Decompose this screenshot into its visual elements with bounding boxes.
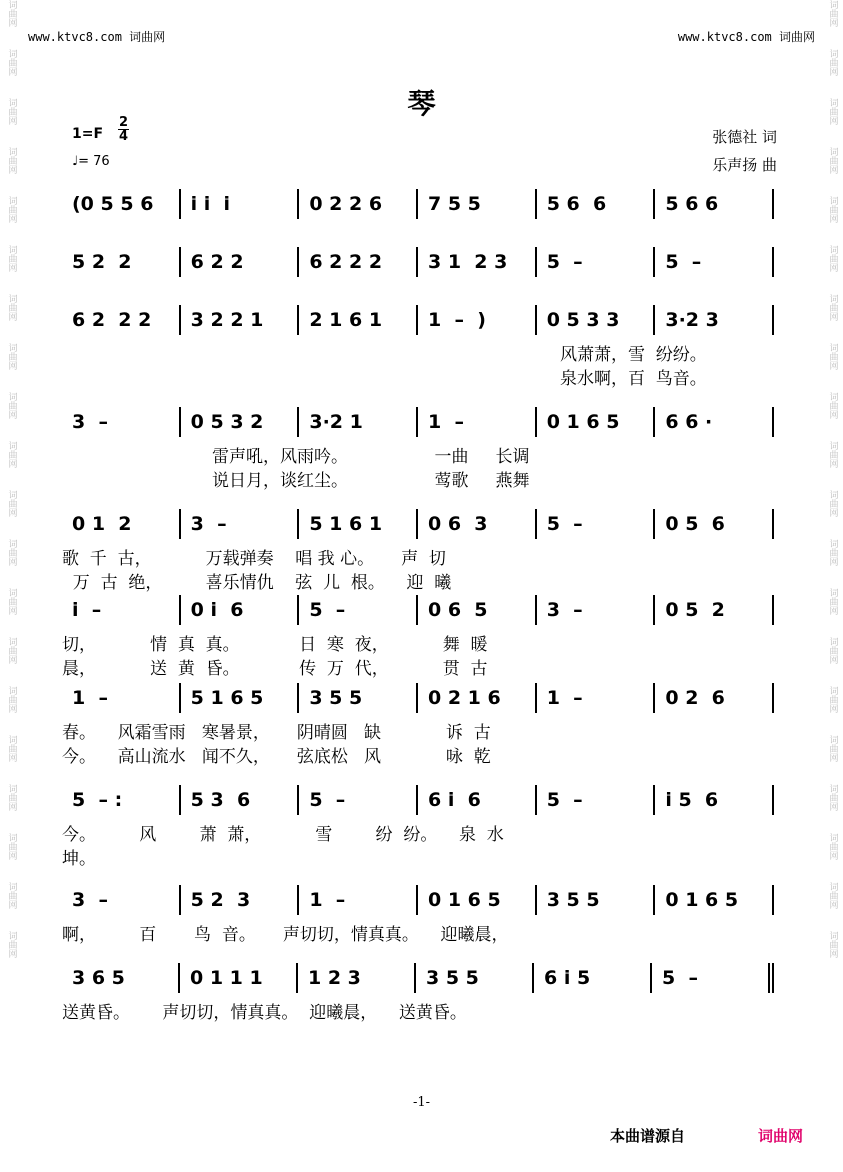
watermark-text: 词曲网 — [827, 686, 838, 713]
time-signature-top: 2 — [118, 115, 129, 130]
right-watermark-strip — [823, 0, 841, 1172]
measure: 5 2 2 — [72, 251, 132, 273]
score-row — [62, 406, 774, 438]
notes-line — [62, 304, 774, 336]
lyric-line: 今。 高山流水 闻不久， 弦底松 风 咏 乾 — [62, 747, 491, 767]
lyric-line: 切， 情 真 真。 日 寒 夜， 舞 暖 — [62, 635, 488, 655]
watermark-text: 词曲网 — [827, 392, 838, 419]
measure: 5 6 6 — [653, 189, 774, 219]
lyric-line: 坤。 — [62, 849, 96, 869]
measure: 1 – ) — [416, 305, 535, 335]
measure: 1 – — [297, 885, 416, 915]
watermark-text: 词曲网 — [6, 49, 17, 76]
tempo-marking — [72, 154, 110, 169]
measure: 5 3 6 — [179, 785, 298, 815]
measure: (0 5 5 6 — [72, 193, 154, 215]
lyric-line: 万 古 绝， 喜乐情仇 弦 儿 根。 迎 曦 — [62, 573, 452, 593]
watermark-text: 词曲网 — [827, 882, 838, 909]
measure: 0 1 2 — [72, 513, 132, 535]
measure: 1 2 3 — [296, 963, 414, 993]
watermark-text: 词曲网 — [6, 784, 17, 811]
measure: 0 5 3 2 — [179, 407, 298, 437]
measure: 6 i 6 — [416, 785, 535, 815]
footer-brand-link[interactable]: 词曲网 — [758, 1127, 804, 1145]
measure: 5 1 6 5 — [179, 683, 298, 713]
watermark-text: 词曲网 — [827, 490, 838, 517]
time-signature-bottom: 4 — [118, 129, 129, 144]
lyric-line: 啊， 百 鸟 音。 声切切，情真真。 迎曦晨， — [62, 925, 509, 945]
measure: 3 – — [179, 509, 298, 539]
score-row — [62, 962, 774, 994]
watermark-text: 词曲网 — [6, 245, 17, 272]
measure: 0 5 3 3 — [535, 305, 654, 335]
measure: 5 – — [535, 509, 654, 539]
measure: 5 2 3 — [179, 885, 298, 915]
watermark-text: 词曲网 — [827, 539, 838, 566]
measure: 0 1 6 5 — [535, 407, 654, 437]
measure: 3 – — [72, 889, 108, 911]
score-row — [62, 304, 774, 336]
score-row — [62, 508, 774, 540]
lyric-line: 泉水啊，百 鸟音。 — [560, 369, 707, 389]
measure: 0 5 6 — [653, 509, 774, 539]
lyric-line: 送黄昏。 声切切，情真真。 迎曦晨， 送黄昏。 — [62, 1003, 467, 1023]
measure: 1 – — [535, 683, 654, 713]
notes-line — [62, 594, 774, 626]
watermark-text: 词曲网 — [827, 637, 838, 664]
measure: i i i — [179, 189, 298, 219]
measure: 0 1 6 5 — [653, 885, 774, 915]
measure: 3·2 3 — [653, 305, 774, 335]
measure: 3·2 1 — [297, 407, 416, 437]
measure: 5 1 6 1 — [297, 509, 416, 539]
watermark-text: 词曲网 — [6, 735, 17, 762]
measure: i – — [72, 599, 102, 621]
notes-line — [62, 508, 774, 540]
measure: 5 – — [650, 963, 774, 993]
watermark-text: 词曲网 — [6, 931, 17, 958]
site-link-right[interactable]: www.ktvc8.com 词曲网 — [677, 30, 815, 44]
tempo-value: = 76 — [78, 154, 110, 169]
score-row — [62, 682, 774, 714]
measure: 5 – — [297, 595, 416, 625]
time-signature — [118, 116, 129, 143]
score-row — [62, 784, 774, 816]
notes-line — [62, 884, 774, 916]
measure: 6 i 5 — [532, 963, 650, 993]
key-signature: 1=F — [72, 126, 104, 142]
measure: 5 – — [535, 785, 654, 815]
watermark-text: 词曲网 — [6, 539, 17, 566]
score-row — [62, 594, 774, 626]
measure: 0 2 1 6 — [416, 683, 535, 713]
measure: 3 6 5 — [72, 967, 125, 989]
lyric-line: 今。 风 萧 萧， 雪 纷 纷。 泉 水 — [62, 825, 504, 845]
watermark-text: 词曲网 — [6, 343, 17, 370]
lyric-line: 说日月，谈红尘。 莺歌 燕舞 — [212, 471, 530, 491]
watermark-text: 词曲网 — [827, 735, 838, 762]
lyric-line: 春。 风霜雪雨 寒暑景， 阴晴圆 缺 诉 古 — [62, 723, 491, 743]
watermark-text: 词曲网 — [6, 147, 17, 174]
measure: 1 – — [416, 407, 535, 437]
measure: 0 6 3 — [416, 509, 535, 539]
watermark-text: 词曲网 — [6, 441, 17, 468]
measure: 0 2 6 — [653, 683, 774, 713]
watermark-text: 词曲网 — [827, 833, 838, 860]
page-number: -1- — [412, 1095, 431, 1110]
measure: 0 2 2 6 — [297, 189, 416, 219]
notes-line — [62, 784, 774, 816]
watermark-text: 词曲网 — [827, 245, 838, 272]
watermark-text: 词曲网 — [827, 588, 838, 615]
measure: 5 – — [653, 247, 774, 277]
measure: 0 5 2 — [653, 595, 774, 625]
watermark-text: 词曲网 — [827, 0, 838, 27]
measure: 2 1 6 1 — [297, 305, 416, 335]
measure: 3 2 2 1 — [179, 305, 298, 335]
measure: 5 – — [535, 247, 654, 277]
watermark-text: 词曲网 — [6, 490, 17, 517]
notes-line — [62, 188, 774, 220]
measure: 5 – — [297, 785, 416, 815]
watermark-text: 词曲网 — [6, 637, 17, 664]
measure: 3 – — [535, 595, 654, 625]
measure: 5 – : — [72, 789, 123, 811]
measure: 5 6 6 — [535, 189, 654, 219]
watermark-text: 词曲网 — [827, 931, 838, 958]
score-row — [62, 246, 774, 278]
watermark-text: 词曲网 — [6, 588, 17, 615]
site-link-left[interactable]: www.ktvc8.com 词曲网 — [28, 30, 166, 44]
quarter-note-icon: ♩ — [72, 154, 79, 169]
lyricist-credit: 张德社 词 — [712, 128, 777, 146]
measure: 6 2 2 — [179, 247, 298, 277]
measure: 3 1 2 3 — [416, 247, 535, 277]
watermark-text: 词曲网 — [6, 98, 17, 125]
watermark-text: 词曲网 — [827, 784, 838, 811]
measure: 0 i 6 — [179, 595, 298, 625]
measure: 3 5 5 — [535, 885, 654, 915]
watermark-text: 词曲网 — [827, 98, 838, 125]
measure: 6 6 · — [653, 407, 774, 437]
measure: 7 5 5 — [416, 189, 535, 219]
measure: i 5 6 — [653, 785, 774, 815]
measure: 0 1 1 1 — [178, 963, 296, 993]
lyric-line: 风萧萧，雪 纷纷。 — [560, 345, 707, 365]
measure: 1 – — [72, 687, 108, 709]
watermark-text: 词曲网 — [827, 441, 838, 468]
measure: 3 – — [72, 411, 108, 433]
watermark-text: 词曲网 — [827, 294, 838, 321]
watermark-text: 词曲网 — [827, 49, 838, 76]
watermark-text: 词曲网 — [6, 686, 17, 713]
watermark-text: 词曲网 — [6, 294, 17, 321]
lyric-line: 歌 千 古， 万载弹奏 唱 我 心。 声 切 — [62, 549, 446, 569]
watermark-text: 词曲网 — [6, 0, 17, 27]
watermark-text: 词曲网 — [6, 196, 17, 223]
composer-credit: 乐声扬 曲 — [712, 156, 777, 174]
lyric-line: 雷声吼，风雨吟。 一曲 长调 — [212, 447, 530, 467]
lyric-line: 晨， 送 黄 昏。 传 万 代， 贯 古 — [62, 659, 488, 679]
watermark-text: 词曲网 — [6, 392, 17, 419]
notes-line — [62, 962, 774, 994]
score-row — [62, 188, 774, 220]
notes-line — [62, 406, 774, 438]
measure: 6 2 2 2 — [72, 309, 152, 331]
notes-line — [62, 682, 774, 714]
watermark-text: 词曲网 — [827, 196, 838, 223]
watermark-text: 词曲网 — [6, 882, 17, 909]
left-watermark-strip — [2, 0, 20, 1172]
watermark-text: 词曲网 — [827, 147, 838, 174]
measure: 3 5 5 — [414, 963, 532, 993]
measure: 0 1 6 5 — [416, 885, 535, 915]
watermark-text: 词曲网 — [827, 343, 838, 370]
notes-line — [62, 246, 774, 278]
score-row — [62, 884, 774, 916]
measure: 0 6 5 — [416, 595, 535, 625]
measure: 3 5 5 — [297, 683, 416, 713]
measure: 6 2 2 2 — [297, 247, 416, 277]
song-title: 琴 — [407, 87, 436, 120]
footer-source-label: 本曲谱源自 — [610, 1127, 686, 1145]
watermark-text: 词曲网 — [6, 833, 17, 860]
